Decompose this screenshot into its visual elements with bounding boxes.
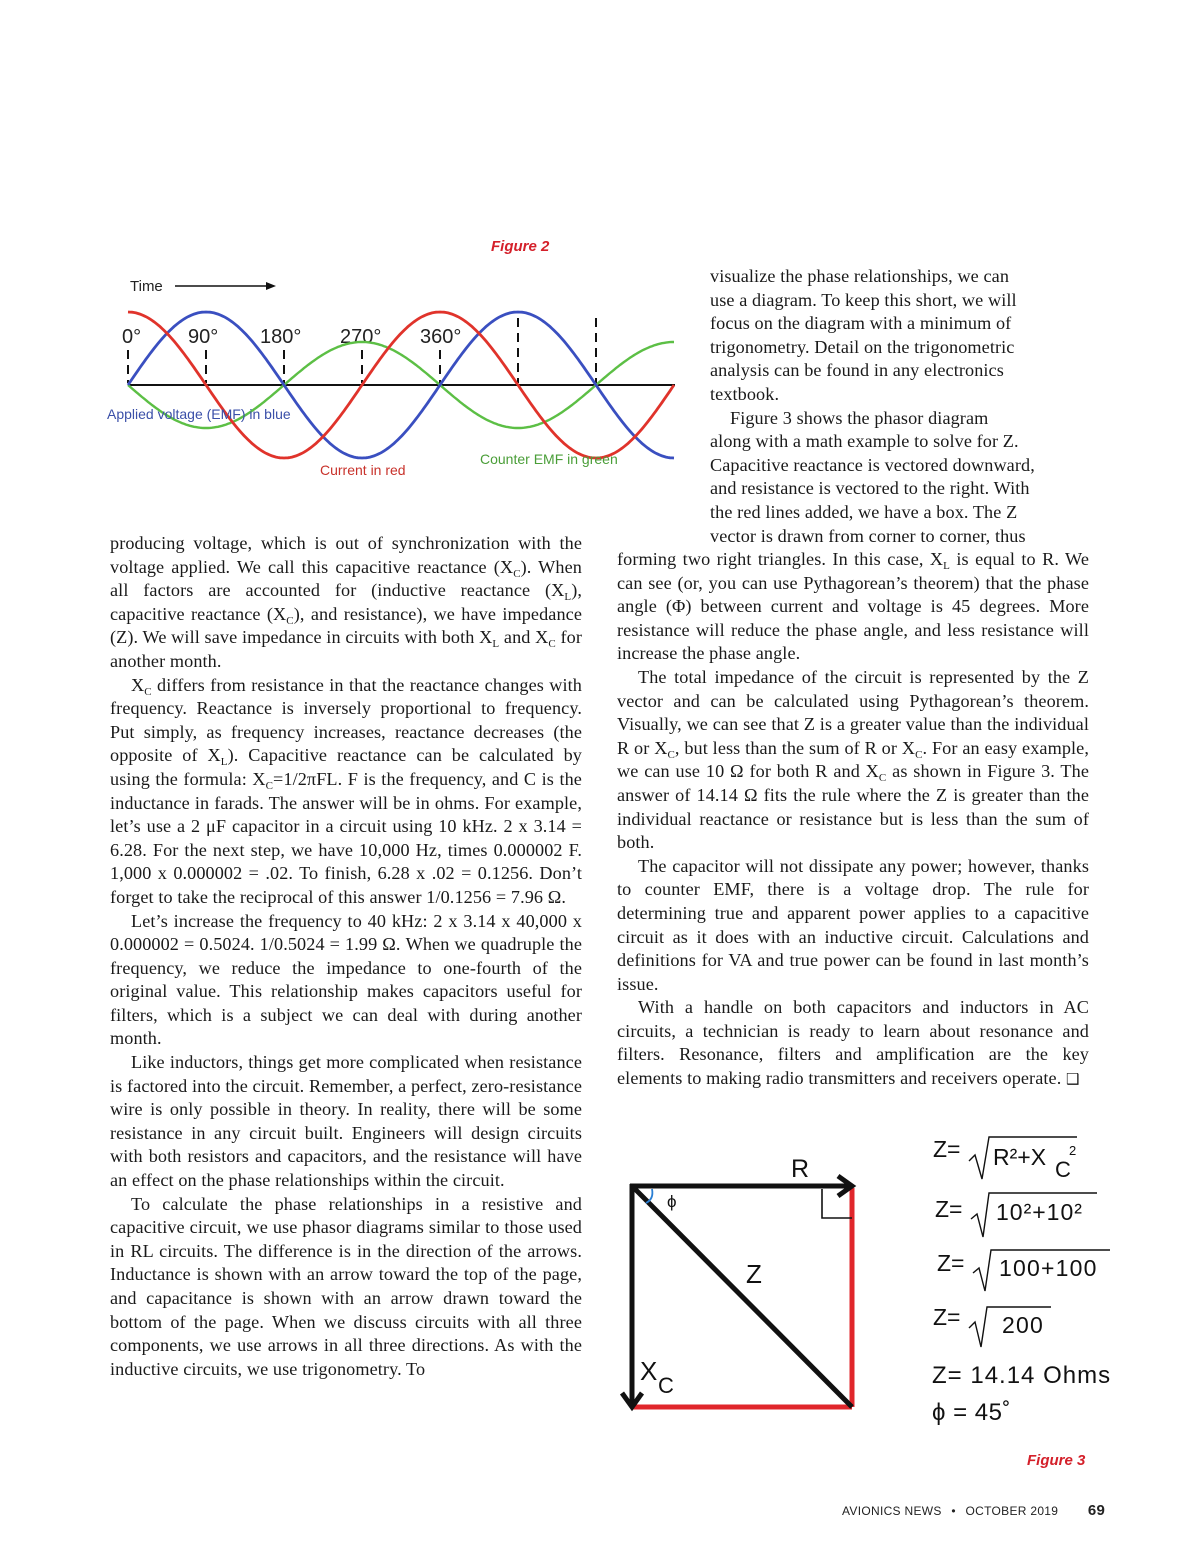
right-top-line: analysis can be found in any electronics: [710, 360, 1004, 381]
figure2-waveform: [100, 270, 680, 485]
right-column: [617, 548, 1089, 1092]
figure3-caption: Figure 3: [1027, 1452, 1086, 1469]
legend-applied-voltage: Applied voltage (EMF) in blue: [107, 406, 291, 422]
eq4-body: 200: [1002, 1312, 1044, 1338]
right-top-line: visualize the phase relationships, we can: [710, 266, 1010, 286]
time-arrow-head-icon: [266, 282, 276, 290]
legend-current: Current in red: [320, 462, 406, 478]
right-top-fig3-line: along with a math example to solve for Z.: [710, 431, 1019, 452]
label-z: Z: [746, 1259, 762, 1289]
eq1-prefix: Z=: [933, 1136, 961, 1162]
end-mark-icon: ❑: [1066, 1070, 1080, 1089]
result: Z= 14.14 Ohms: [932, 1362, 1112, 1389]
right-top-fig3-line: Figure 3 shows the phasor diagram: [730, 407, 989, 428]
eq4-prefix: Z=: [933, 1304, 961, 1330]
eq1-sup: 2: [1069, 1143, 1077, 1158]
page-number: 69: [1087, 1502, 1106, 1519]
eq3-prefix: Z=: [937, 1250, 965, 1276]
degree-label: 0°: [122, 326, 142, 348]
figure3-equations: [925, 1125, 1155, 1435]
label-r: R: [791, 1155, 810, 1183]
label-x: X: [640, 1356, 658, 1386]
phase-result: ϕ = 45˚: [932, 1399, 1011, 1426]
right-paragraph-3: The capacitor will not dissipate any power; however, thanks to counter EMF, there is a voltage drop. The rule for determining true and apparent power applies to a capacitive circuit as it does with an inductive circuit. Calculations and definitions for VA and true power can be found in last month’s issue.: [617, 855, 1089, 994]
figure2-caption: Figure 2: [491, 238, 550, 255]
left-paragraph-5: To calculate the phase relationships in a resistive and capacitive circuit, we use phasor diagrams similar to those used in RL circuits. The difference is in the direction of the arrows. Inductance is shown with an arrow toward the top of the page, and capacitance is shown with an arrow drawn toward the bottom of the page. When we discuss circuits with all three components, we use arrows in all three directions. As with the inductive circuits, we use trigonometry. To: [110, 1193, 582, 1379]
right-top-line: focus on the diagram with a minimum of: [710, 313, 1012, 334]
right-paragraph-2: The total impedance of the circuit is represented by the Z vector and can be calculated using Pythagorean’s theorem. Visually, we can see that Z is a greater value than the individual R or $X_C$, but less than the sum of R or $X_C$. For an easy example, we can use 10 Ω for both R and $X_C$ as shown in Figure 3. The answer of 14.14 Ω fits the rule where the Z is greater than the individual reactance or resistance but is less than the sum of both.: [617, 666, 1089, 853]
degree-label: 90°: [188, 326, 219, 348]
left-column: [110, 532, 582, 1381]
right-top-line: use a diagram. To keep this short, we will: [710, 289, 1017, 310]
footer-bullet: •: [951, 1504, 956, 1518]
left-paragraph-1: producing voltage, which is out of synchronization with the voltage applied. We call this capacitive reactance $(X_C)$. When all factors are accounted for (inductive reactance $(X_L)$, capacitive reactance $(X_C)$, and resistance), we have impedance (Z). We will save impedance in circuits with both $X_L$ and $X_C$ for another month.: [110, 533, 582, 671]
right-top-fig3-line: and resistance is vectored to the right. With: [710, 478, 1030, 499]
right-angle-mark: [822, 1189, 852, 1218]
publication-name: AVIONICS NEWS: [842, 1504, 942, 1518]
degree-label: 180°: [260, 326, 302, 348]
left-paragraph-4: Like inductors, things get more complicated when resistance is factored into the circuit. Remember, a perfect, zero-resistance wire is only possible in theory. In reality, there will be some resistance in any circuit built. Engineers will design circuits with both resistors and capacitors, and the resistance will have an effect on the phase relationships within the circuit.: [110, 1052, 582, 1191]
eq2-prefix: Z=: [935, 1196, 963, 1222]
right-top-text: [710, 265, 1090, 548]
time-label: Time: [130, 278, 163, 295]
degree-label: 270°: [340, 326, 382, 348]
issue-date: OCTOBER 2019: [965, 1504, 1059, 1518]
label-c: C: [658, 1373, 674, 1398]
right-paragraph-1: forming two right triangles. In this case, $X_L$ is equal to R. We can see (or, you can use Pythagorean’s theorem) that the phase angle (Φ) between current and voltage is 45 degrees. More resistance will reduce the phase angle, and less resistance will increase the phase angle.: [617, 549, 1089, 664]
right-top-line: textbook.: [710, 383, 780, 404]
eq2-body: 10²+10²: [996, 1199, 1083, 1225]
left-paragraph-3: Let’s increase the frequency to 40 kHz: 2 x 3.14 x 40,000 x 0.000002 = 0.5024. 1/0.5024 = 1.99 Ω. When we quadruple the frequency, we reduce the impedance to one-fourth of the original value. This relationship makes capacitors useful for filters, which is a subject we can deal with during another month.: [110, 910, 582, 1049]
right-paragraph-4: With a handle on both capacitors and inductors in AC circuits, a technician is ready to learn about resonance and filters. Resonance, filters and amplification are the key elements to making radio transmitters and receivers operate. ❑: [617, 997, 1089, 1089]
figure3-phasor-diagram: [610, 1135, 880, 1425]
left-paragraph-2: $X_C$ differs from resistance in that the reactance changes with frequency. Reactance is inversely proportional to frequency. Put simply, as frequency increases, reactance decreases (the opposite of $X_L$). Capacitive reactance can be calculated by using the formula: $X_C=1/2\pi FL$. F is the frequency, and C is the inductance in farads. The answer will be in ohms. For example, let’s use a 2 μF capacitor in a circuit using 10 kHz. 2 x 3.14 = 6.28. For the next step, we have 10,000 Hz, times 0.000002 F. 1,000 x 0.000002 = .02. To finish, 6.28 x .02 = 0.1256. Don’t forget to take the reciprocal of this answer 1/0.1256 = 7.96 Ω.: [110, 674, 582, 907]
right-top-fig3-line: Capacitive reactance is vectored downward,: [710, 454, 1035, 475]
right-top-fig3-line: vector is drawn from corner to corner, thus: [710, 525, 1026, 546]
label-phi: ϕ: [667, 1192, 677, 1211]
degree-label: 360°: [420, 326, 462, 348]
eq1-sub-c: C: [1055, 1157, 1071, 1182]
legend-counter-emf: Counter EMF in green: [480, 451, 618, 467]
page-footer: [842, 1502, 1105, 1519]
right-top-line: trigonometry. Detail on the trigonometric: [710, 336, 1015, 357]
eq1-body: R²+X: [993, 1144, 1047, 1170]
eq3-body: 100+100: [999, 1255, 1098, 1281]
right-top-fig3-line: the red lines added, we have a box. The Z: [710, 501, 1018, 522]
